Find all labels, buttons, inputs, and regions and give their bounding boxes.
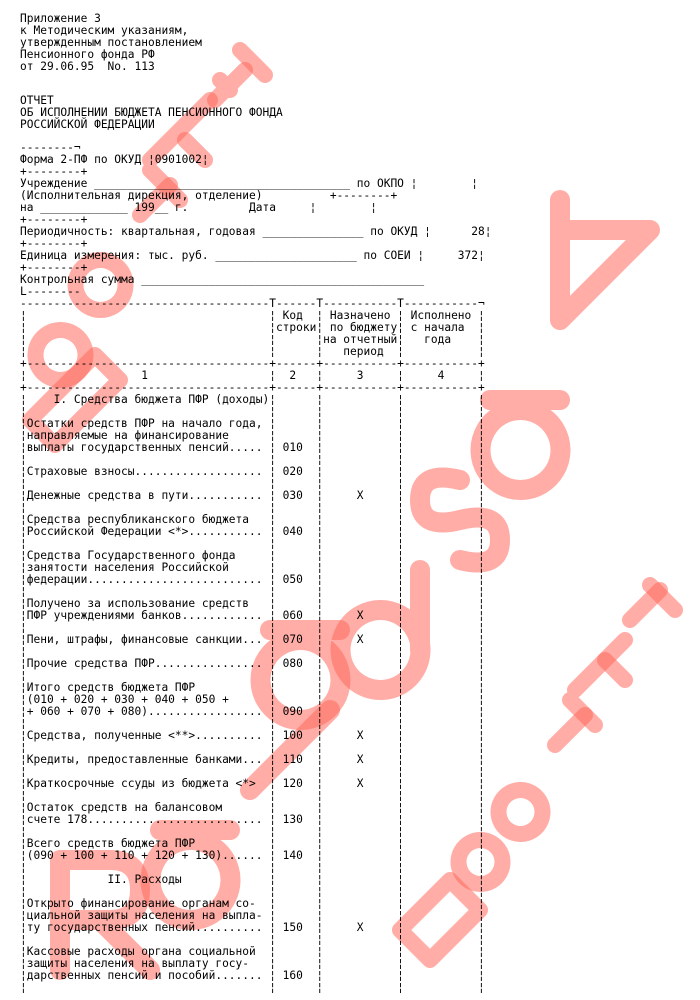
doc-line: ¦дарственных пенсий и пособий....... ¦ 160 ¦ ¦ ¦ xyxy=(20,969,485,982)
doc-line: ¦ ¦ ¦ ¦ ¦ xyxy=(20,453,485,466)
doc-line: ¦Кредиты, предоставленные банками... ¦ 110 ¦ X ¦ ¦ xyxy=(20,753,485,766)
doc-line: Контрольная сумма __________________________________________ xyxy=(20,273,425,286)
doc-line: ¦ ¦ ¦ ¦ ¦ xyxy=(20,621,485,634)
doc-line: ¦федерации.......................... ¦ 050 ¦ ¦ ¦ xyxy=(20,573,485,586)
doc-line: ¦ ¦ ¦ ¦ ¦ xyxy=(20,669,485,682)
doc-line: +------------------------------------+------+-----------+-----------+ xyxy=(20,381,485,394)
doc-line: +--------+ xyxy=(20,213,88,226)
doc-line: ¦Денежные средства в пути........... ¦ 030 ¦ X ¦ ¦ xyxy=(20,489,485,502)
doc-line: ¦ ¦ ¦ ¦ ¦ xyxy=(20,741,485,754)
doc-line: ¦Прочие средства ПФР................ ¦ 080 ¦ ¦ ¦ xyxy=(20,657,485,670)
doc-line: от 29.06.95 No. 113 xyxy=(20,60,155,73)
doc-line: ¦ ¦ ¦ ¦ ¦ xyxy=(20,861,485,874)
doc-line: Периодичность: квартальная, годовая _______________ по ОКУД ¦ 28¦ xyxy=(20,225,492,238)
doc-line: -------------------------------------T------T-----------T-----------¬ xyxy=(20,297,485,310)
doc-line: ¦Остатки средств ПФР на начало года, ¦ ¦ ¦ ¦ xyxy=(20,417,485,430)
doc-line: ¦направляемые на финансирование ¦ ¦ ¦ ¦ xyxy=(20,429,485,442)
doc-line: Единица измерения: тыс. руб. _____________________ по СОЕИ ¦ 372¦ xyxy=(20,249,485,262)
doc-line: ¦(090 + 100 + 110 + 120 + 130)...... ¦ 140 ¦ ¦ ¦ xyxy=(20,849,485,862)
doc-line: ¦Средства Государственного фонда ¦ ¦ ¦ ¦ xyxy=(20,549,485,562)
doc-line: ¦ПФР учреждениями банков............ ¦ 060 ¦ X ¦ ¦ xyxy=(20,609,485,622)
doc-line: ¦Получено за использование средств ¦ ¦ ¦ ¦ xyxy=(20,597,485,610)
doc-line: ¦ ¦ ¦ ¦ ¦ xyxy=(20,717,485,730)
doc-line: ¦ ¦ ¦ ¦ ¦ xyxy=(20,765,485,778)
doc-line: +--------+ xyxy=(20,261,88,274)
doc-line: ¦ ¦ ¦ ¦ ¦ xyxy=(20,405,485,418)
doc-line: ¦счете 178.......................... ¦ 130 ¦ ¦ ¦ xyxy=(20,813,485,826)
doc-line: ¦ ¦ ¦ ¦ ¦ xyxy=(20,501,485,514)
doc-line: ¦ ¦ ¦ ¦ ¦ xyxy=(20,537,485,550)
doc-line: к Методическим указаниям, xyxy=(20,24,189,37)
doc-line: ¦ту государственных пенсий.......... ¦ 150 ¦ X ¦ ¦ xyxy=(20,921,485,934)
doc-line: утвержденным постановлением xyxy=(20,36,202,49)
doc-line: ¦Российской Федерации <*>........... ¦ 040 ¦ ¦ ¦ xyxy=(20,525,485,538)
doc-line: --------¬ xyxy=(20,141,81,154)
doc-line: ¦ ¦ ¦ ¦ ¦ xyxy=(20,825,485,838)
doc-line: ¦(010 + 020 + 030 + 040 + 050 + ¦ ¦ ¦ ¦ xyxy=(20,693,485,706)
doc-line: ОБ ИСПОЛНЕНИИ БЮДЖЕТА ПЕНСИОННОГО ФОНДА xyxy=(20,106,283,119)
doc-line: ¦ ¦ ¦ ¦ ¦ xyxy=(20,885,485,898)
doc-line: ¦+ 060 + 070 + 080)................. ¦ 090 ¦ ¦ ¦ xyxy=(20,705,485,718)
doc-line: ОТЧЕТ xyxy=(20,94,54,107)
doc-line: Пенсионного фонда РФ xyxy=(20,48,155,61)
doc-line: ¦Всего средств бюджета ПФР ¦ ¦ ¦ ¦ xyxy=(20,837,485,850)
doc-line: ¦ 1 ¦ 2 ¦ 3 ¦ 4 ¦ xyxy=(20,369,485,382)
doc-line: ¦Краткосрочные ссуды из бюджета <*> ¦ 120 ¦ X ¦ ¦ xyxy=(20,777,485,790)
doc-line: ¦ ¦ ¦ ¦ ¦ xyxy=(20,933,485,946)
doc-line: ¦ ¦ ¦на отчетный¦ года ¦ xyxy=(20,333,485,346)
doc-line: Приложение 3 xyxy=(20,12,101,25)
doc-line: ¦Средства республиканского бюджета ¦ ¦ ¦ ¦ xyxy=(20,513,485,526)
doc-line: ¦ I. Средства бюджета ПФР (доходы)¦ ¦ ¦ ¦ xyxy=(20,393,485,406)
doc-line: +--------+ xyxy=(20,165,88,178)
doc-line: ¦ ¦ ¦ ¦ ¦ xyxy=(20,585,485,598)
doc-line: +------------------------------------+------+-----------+-----------+ xyxy=(20,357,485,370)
doc-line: ¦ ¦ ¦ ¦ ¦ xyxy=(20,789,485,802)
doc-line: L-------- xyxy=(20,285,81,298)
doc-line: ¦ ¦строки¦ по бюджету¦ с начала ¦ xyxy=(20,321,485,334)
doc-line: ¦Средства, полученные <**>.......... ¦ 100 ¦ X ¦ ¦ xyxy=(20,729,485,742)
doc-line: ¦ ¦ ¦ ¦ ¦ xyxy=(20,477,485,490)
doc-line: на _____________ 199__ г. Дата ¦ ¦ xyxy=(20,201,377,214)
doc-line: Форма 2-ПФ по ОКУД ¦0901002¦ xyxy=(20,153,209,166)
doc-line: ¦Кассовые расходы органа социальной ¦ ¦ ¦ ¦ xyxy=(20,945,485,958)
doc-line: ¦Остаток средств на балансовом ¦ ¦ ¦ ¦ xyxy=(20,801,485,814)
doc-line: ¦ II. Расходы ¦ ¦ ¦ ¦ xyxy=(20,873,485,886)
doc-line: ¦Страховые взносы................... ¦ 020 ¦ ¦ ¦ xyxy=(20,465,485,478)
doc-line: ¦ ¦ Код ¦ Назначено ¦ Исполнено ¦ xyxy=(20,309,485,322)
doc-line: Учреждение ______________________________________ по ОКПО ¦ ¦ xyxy=(20,177,479,190)
doc-line: РОССИЙСКОЙ ФЕДЕРАЦИИ xyxy=(20,118,155,131)
doc-line: ¦циальной защиты населения на выпла- ¦ ¦ ¦ ¦ xyxy=(20,909,485,922)
doc-line: ¦защиты населения на выплату госу- ¦ ¦ ¦ ¦ xyxy=(20,957,485,970)
doc-line: ¦ ¦ ¦ ¦ ¦ xyxy=(20,981,485,994)
doc-line: ¦Итого средств бюджета ПФР ¦ ¦ ¦ ¦ xyxy=(20,681,485,694)
doc-line: ¦занятости населения Российской ¦ ¦ ¦ ¦ xyxy=(20,561,485,574)
doc-line: ¦Открыто финансирование органам со- ¦ ¦ ¦ ¦ xyxy=(20,897,485,910)
doc-line: (Исполнительная дирекция, отделение) +--------+ xyxy=(20,189,398,202)
doc-line: +--------+ xyxy=(20,237,88,250)
doc-line: ¦Пени, штрафы, финансовые санкции... ¦ 070 ¦ X ¦ ¦ xyxy=(20,633,485,646)
doc-line: ¦выплаты государственных пенсий..... ¦ 010 ¦ ¦ ¦ xyxy=(20,441,485,454)
doc-line: ¦ ¦ ¦ ¦ ¦ xyxy=(20,645,485,658)
doc-line: ¦ ¦ ¦ период ¦ ¦ xyxy=(20,345,485,358)
